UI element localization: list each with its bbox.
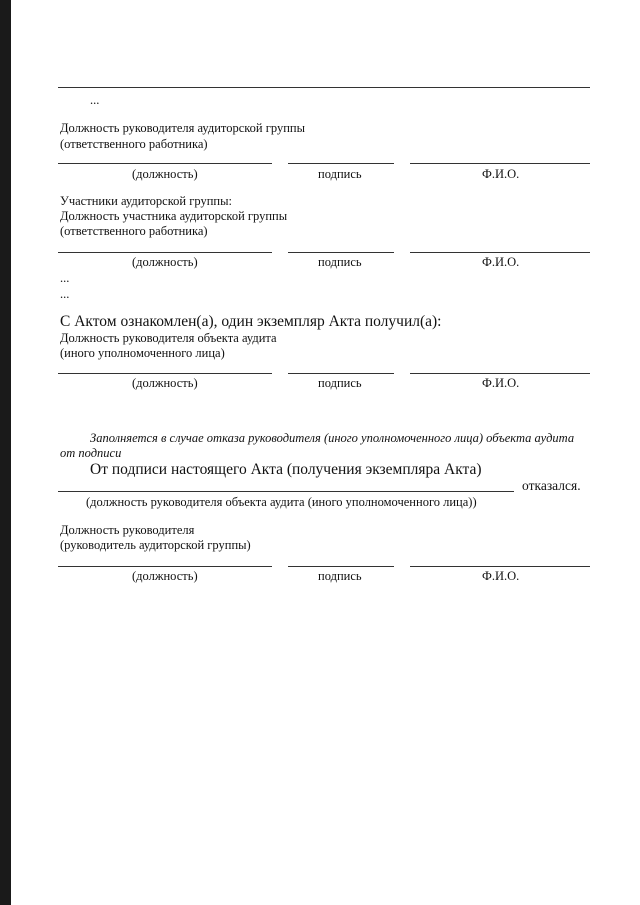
position-caption-1: (должность) bbox=[132, 167, 198, 181]
signature-line-4 bbox=[288, 566, 394, 567]
final-title-line-2: (руководитель аудиторской группы) bbox=[60, 538, 251, 552]
signature-line-2 bbox=[288, 252, 394, 253]
participants-line-1: Участники аудиторской группы: bbox=[60, 194, 232, 208]
position-caption-2: (должность) bbox=[132, 255, 198, 269]
name-line-1 bbox=[410, 163, 590, 164]
name-line-4 bbox=[410, 566, 590, 567]
acknowledgement-line-1: Должность руководителя объекта аудита bbox=[60, 331, 277, 345]
position-caption-3: (должность) bbox=[132, 376, 198, 390]
name-line-2 bbox=[410, 252, 590, 253]
signature-caption-4: подпись bbox=[318, 569, 362, 583]
position-caption-4: (должность) bbox=[132, 569, 198, 583]
name-caption-1: Ф.И.О. bbox=[482, 167, 520, 181]
acknowledgement-title: С Актом ознакомлен(а), один экземпляр Акта получил(а): bbox=[60, 313, 442, 330]
refused-label: отказался. bbox=[522, 478, 581, 493]
position-line-4 bbox=[58, 566, 272, 567]
signature-caption-3: подпись bbox=[318, 376, 362, 390]
refusal-line bbox=[58, 491, 514, 492]
position-line-1 bbox=[58, 163, 272, 164]
name-caption-3: Ф.И.О. bbox=[482, 376, 520, 390]
acknowledgement-line-2: (иного уполномоченного лица) bbox=[60, 346, 225, 360]
refusal-note-line-1: Заполняется в случае отказа руководителя (иного уполномоченного лица) объекта аудита bbox=[90, 431, 575, 445]
name-caption-2: Ф.И.О. bbox=[482, 255, 520, 269]
signature-caption-1: подпись bbox=[318, 167, 362, 181]
refusal-note-line-2: от подписи bbox=[60, 446, 122, 460]
refusal-caption: (должность руководителя объекта аудита (иного уполномоченного лица)) bbox=[86, 495, 477, 509]
ellipsis-2: ... bbox=[60, 287, 70, 301]
head-title-line-2: (ответственного работника) bbox=[60, 137, 208, 151]
ellipsis-1: ... bbox=[60, 271, 70, 285]
ellipsis-top: ... bbox=[90, 93, 100, 107]
refusal-title: От подписи настоящего Акта (получения экземпляра Акта) bbox=[90, 461, 482, 478]
signature-line-3 bbox=[288, 373, 394, 374]
top-rule bbox=[58, 87, 590, 88]
signature-line-1 bbox=[288, 163, 394, 164]
final-title-line-1: Должность руководителя bbox=[60, 523, 195, 537]
head-title-line-1: Должность руководителя аудиторской группы bbox=[60, 121, 305, 135]
signature-caption-2: подпись bbox=[318, 255, 362, 269]
participants-line-3: (ответственного работника) bbox=[60, 224, 208, 238]
position-line-2 bbox=[58, 252, 272, 253]
position-line-3 bbox=[58, 373, 272, 374]
name-caption-4: Ф.И.О. bbox=[482, 569, 520, 583]
participants-line-2: Должность участника аудиторской группы bbox=[60, 209, 288, 223]
scan-edge bbox=[0, 0, 11, 905]
name-line-3 bbox=[410, 373, 590, 374]
